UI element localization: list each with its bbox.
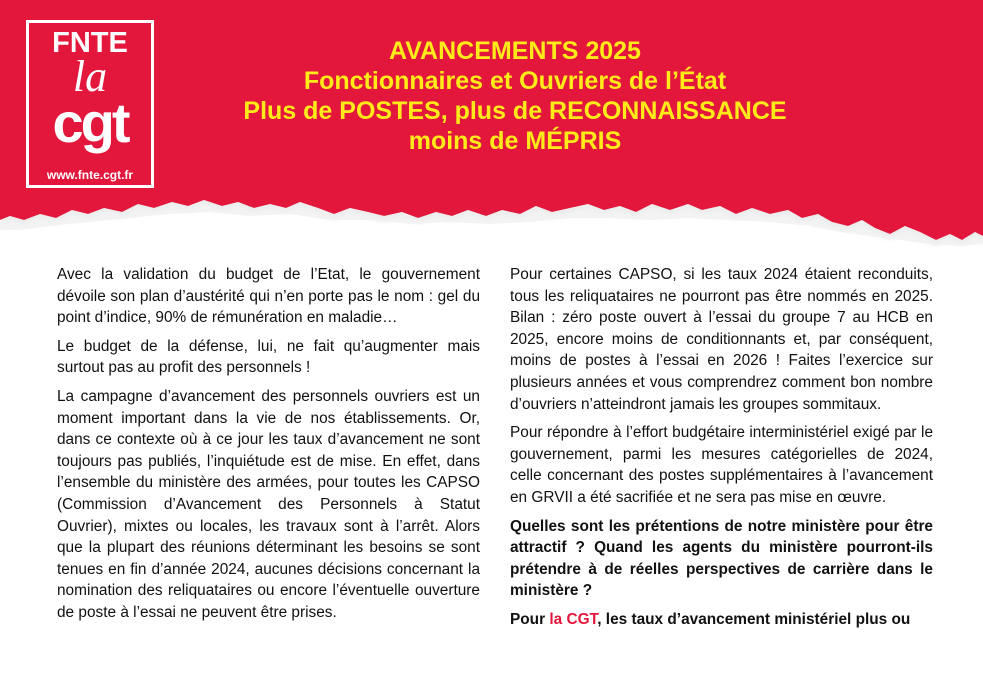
logo-la-text: la xyxy=(72,52,108,101)
logo-fnte-text: FNTE xyxy=(52,27,128,59)
paragraph: Pour répondre à l’effort budgétaire interministériel exigé par le gouvernement, parmi les mesures catégorielles de 2024, celle concernant des postes supplémentaires à l’avancement en GRVII a été sacrifiée et ne sera pas mise en œuvre. xyxy=(510,424,933,506)
left-column xyxy=(57,264,480,631)
cgt-highlight: la CGT xyxy=(549,610,598,628)
logo-cgt-text: cgt xyxy=(52,91,128,154)
header-titles xyxy=(205,36,825,156)
fnte-cgt-logo[interactable] xyxy=(26,20,154,188)
paragraph: Pour certaines CAPSO, si les taux 2024 étaient reconduits, tous les reliquataires ne pourront pas être nommés en 2025. Bilan : zéro poste ouvert à l’essai du groupe 7 au HCB en 2025, encore moins de conditionnants et, par conséquent, moins de postes à l’essai en 2026 ! Faites l’exercice sur plusieurs années et vous comprendrez comment bon nombre d’ouvriers n’atteindront jamais les groupes sommitaux. xyxy=(510,266,933,413)
paragraph: Le budget de la défense, lui, ne fait qu’augmenter mais surtout pas au profit des personnels ! xyxy=(57,337,480,377)
last-suffix: , les taux d’avancement ministériel plus ou xyxy=(597,610,911,628)
last-prefix: Pour xyxy=(510,610,550,628)
paragraph: La campagne d’avancement des personnels ouvriers est un moment important dans la vie de nos établissements. Or, dans ce contexte où à ce jour les taux d’avancement ne sont toujours pas publiés, l’inquiétude est de mise. En effet, dans l’ensemble du ministère des armées, pour toutes les CAPSO (Commission d’Avancement des Personnels à Statut Ouvrier), mixtes ou locales, les travaux sont à l’arrêt. Alors que la plupart des réunions déterminant les besoins se sont tenues en fin d’année 2024, aucunes décisions concernant la nomination des reliquataires ou encore l’éventuelle ouverture de poste à l’essai ne peuvent être prises. xyxy=(57,387,480,621)
logo-url[interactable]: www.fnte.cgt.fr xyxy=(46,168,134,182)
last-paragraph xyxy=(510,609,933,631)
paragraph: Avec la validation du budget de l’Etat, le gouvernement dévoile son plan d’austérité qui n’en porte pas le nom : gel du point d’indice, 90% de rémunération en maladie… xyxy=(57,266,480,327)
subtitle-line-3: moins de MÉPRIS xyxy=(408,127,622,155)
subtitle-line-2: Plus de POSTES, plus de RECONNAISSANCE xyxy=(243,97,787,125)
page-title: AVANCEMENTS 2025 xyxy=(389,37,641,65)
right-column xyxy=(510,264,933,638)
subtitle-line-1: Fonctionnaires et Ouvriers de l’État xyxy=(303,67,727,95)
question-paragraph: Quelles sont les prétentions de notre ministère pour être attractif ? Quand les agents du ministère pourront-ils prétendre à de réelles perspectives de carrière dans le ministère ? xyxy=(510,517,933,600)
header-banner xyxy=(0,0,983,250)
